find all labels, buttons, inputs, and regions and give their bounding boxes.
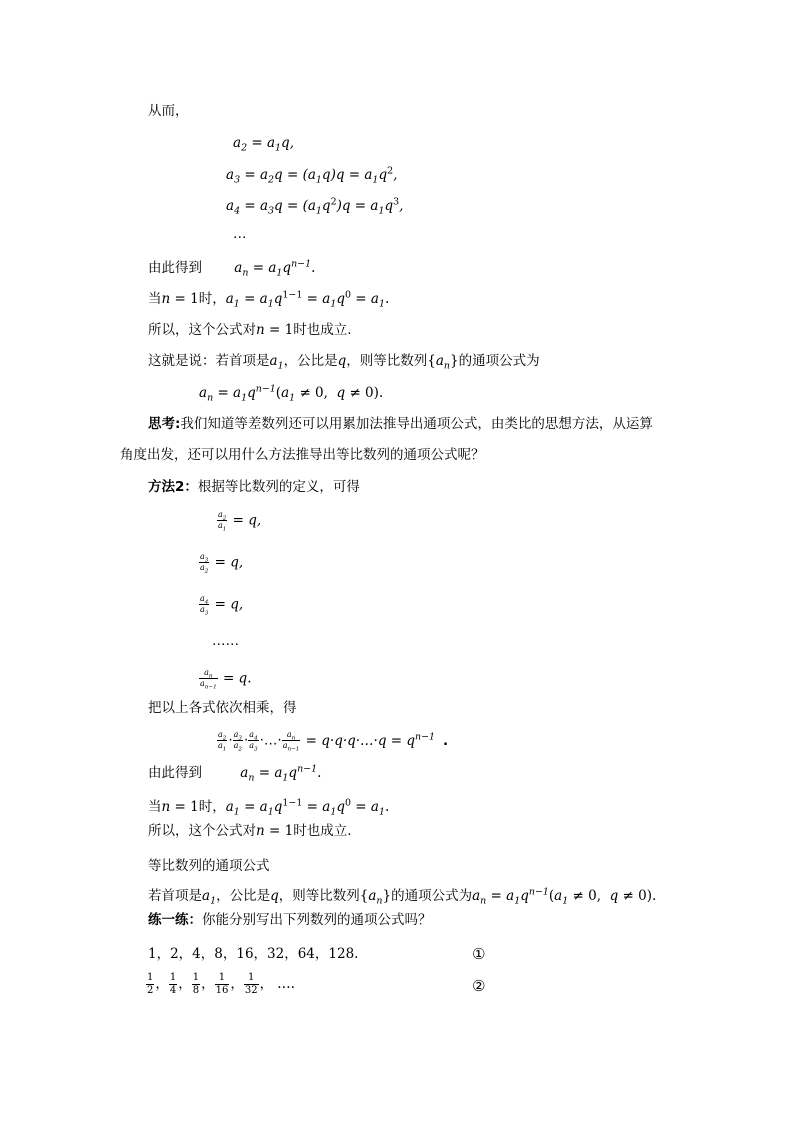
practice-label: 练一练： <box>148 912 202 928</box>
result1-label: 由此得到 <box>148 260 202 276</box>
statement-text3: ，则等比数列 <box>346 353 428 369</box>
ratio-n: $\frac{a_n}{a_{n-1}}$ = q. <box>200 668 252 691</box>
sequence-1-marker: ① <box>472 945 486 963</box>
eq-a4: $a_4 = a_3q = (a_1q^2)q = a_1q^3$, <box>226 196 404 217</box>
eq-a3: $a_3 = a_2q = (a_1q)q = a_1q^2$, <box>226 165 398 186</box>
summary-heading: 等比数列的通项公式 <box>148 858 270 874</box>
statement-text1: 这就是说：若首项是 <box>148 353 270 369</box>
practice-line <box>148 910 432 930</box>
result1-line <box>148 258 315 278</box>
result2-line <box>148 763 321 783</box>
product-eq: $\frac{a_2}{a_1}$ · $\frac{a_3}{a_2}$ · $\frac{a_4}{a_3}$ ·…· $\frac{a_n}{a_{n-1}}$ = q·q·q·…·q = $q^{n-1}$ . <box>218 730 449 753</box>
check2-suffix-tail: 时也成立. <box>293 823 352 839</box>
multiply-text: 把以上各式依次相乘，得 <box>148 700 297 716</box>
statement-line: 这就是说：若首项是$a_1$，公比是q，则等比数列$\{a_n\}$的通项公式为 <box>148 353 540 372</box>
check2-conclusion: 所以，这个公式对n = 1时也成立. <box>148 823 352 839</box>
summary-text2: ，公比是 <box>216 888 271 904</box>
formula-an: $a_n = a_1q^{n-1}$. <box>234 258 316 279</box>
check1-prefix: 当 <box>148 291 162 307</box>
sequence-2-tail: …. <box>277 976 295 992</box>
eq-dots: … <box>233 226 247 242</box>
check1-suffix: 所以，这个公式对 <box>148 322 256 338</box>
summary-text3: ，则等比数列 <box>278 888 360 904</box>
check2-suffix: 所以，这个公式对 <box>148 823 256 839</box>
check1-mid: 时， <box>198 291 226 307</box>
method2-line <box>148 477 360 497</box>
statement-text4: 的通项公式为 <box>458 353 540 369</box>
statement-text2: ，公比是 <box>283 353 338 369</box>
sequence-1: 1，2，4，8，16，32，64，128. <box>148 946 359 962</box>
ratio-3: $\frac{a_4}{a_3}$ = q, <box>200 594 244 617</box>
method2-text: 根据等比数列的定义，可得 <box>197 479 360 495</box>
summary-text4: 的通项公式为 <box>391 888 473 904</box>
think-text: 我们知道等差数列还可以用累加法推导出通项公式，由类比的思想方法，从运算 <box>180 416 653 432</box>
intro-label: 从而， <box>148 103 189 119</box>
result2-label: 由此得到 <box>148 765 202 781</box>
method2-label: 方法2： <box>148 479 198 495</box>
general-formula: $a_n = a_1q^{n-1}(a_1 \ne 0$, q ≠ 0). <box>199 383 384 404</box>
summary-text1: 若首项是 <box>148 888 202 904</box>
check1-line: 当n = 1时，$a_1 = a_1q^{1-1} = a_1q^0 = a_1$. <box>148 289 390 310</box>
summary-line: 若首项是$a_1$，公比是q，则等比数列$\{a_n\}$的通项公式为$a_n = a_1q^{n-1}(a_1 \ne 0$, q ≠ 0). <box>148 886 657 907</box>
ratio-2: $\frac{a_3}{a_2}$ = q, <box>200 552 244 575</box>
think-label: 思考: <box>148 416 181 432</box>
think-line2: 角度出发，还可以用什么方法推导出等比数列的通项公式呢？ <box>120 447 485 463</box>
think-line1 <box>148 414 653 434</box>
sequence-2-marker: ② <box>472 977 486 995</box>
check2-prefix: 当 <box>148 799 162 815</box>
ratio-ellipsis: …… <box>212 633 239 649</box>
check2-line: 当n = 1时，$a_1 = a_1q^{1-1} = a_1q^0 = a_1$. <box>148 797 390 818</box>
check1-suffix-tail: 时也成立. <box>293 322 352 338</box>
check2-mid: 时， <box>198 799 226 815</box>
formula-an-2: $a_n = a_1q^{n-1}$. <box>240 763 322 784</box>
check1-conclusion: 所以，这个公式对n = 1时也成立. <box>148 322 352 338</box>
practice-text: 你能分别写出下列数列的通项公式吗？ <box>202 912 432 928</box>
sequence-2: $\frac{1}{2}$ ， $\frac{1}{4}$ ， $\frac{1}{8}$ ， $\frac{1}{16}$ ， $\frac{1}{32}$ ， …. <box>147 972 295 996</box>
eq-a2: $a_2 = a_1q$, <box>233 135 294 154</box>
ratio-1: $\frac{a_2}{a_1}$ = q, <box>218 510 262 533</box>
